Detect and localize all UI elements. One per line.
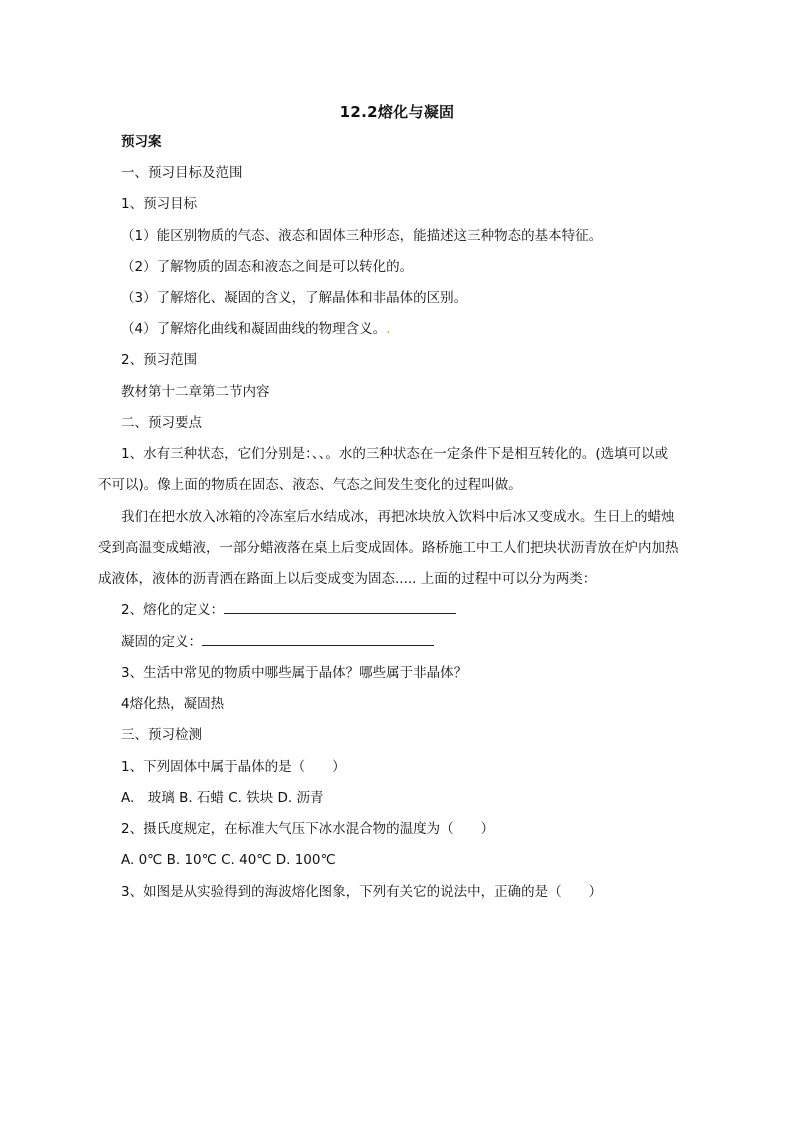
paragraph-2-line-1: 我们在把水放入冰箱的冷冻室后水结成冰，再把冰块放入饮料中后冰又变成水。生日上的蜡烛 bbox=[121, 509, 675, 525]
paragraph-2-line-2: 受到高温变成蜡液，一部分蜡液落在桌上后变成固体。路桥施工中工人们把块状沥青放在炉内加热 bbox=[98, 540, 679, 556]
solidification-definition-row bbox=[121, 633, 434, 651]
melting-definition-label: 2、熔化的定义： bbox=[121, 602, 225, 618]
test-question-2-options: A. 0℃ B. 10℃ C. 40℃ D. 100℃ bbox=[121, 852, 336, 868]
paragraph-2-line-3: 成液体，液体的沥青洒在路面上以后变成变为固态..... 上面的过程中可以分为两类： bbox=[98, 571, 597, 587]
paragraph-1-line-2: 不可以)。像上面的物质在固态、液态、气态之间发生变化的过程叫做。 bbox=[98, 477, 522, 493]
test-question-2: 2、摄氏度规定，在标准大气压下冰水混合物的温度为（ ） bbox=[121, 821, 495, 837]
goal-item-2: （2）了解物质的固态和液态之间是可以转化的。 bbox=[121, 259, 414, 275]
goal-item-1: （1）能区别物质的气态、液态和固体三种形态，能描述这三种物态的基本特征。 bbox=[121, 228, 603, 244]
range-text: 教材第十二章第二节内容 bbox=[121, 384, 270, 400]
solidification-definition-blank[interactable] bbox=[202, 633, 434, 646]
heading-preview-test: 三、预习检测 bbox=[121, 727, 202, 743]
solidification-definition-label: 凝固的定义： bbox=[121, 634, 202, 650]
range-subheading: 2、预习范围 bbox=[121, 352, 198, 368]
melting-definition-blank[interactable] bbox=[224, 601, 456, 614]
question-3: 3、生活中常见的物质中哪些属于晶体？哪些属于非晶体？ bbox=[121, 665, 468, 681]
goal-item-4-row bbox=[121, 320, 390, 338]
question-4: 4熔化热，凝固热 bbox=[121, 696, 225, 712]
test-question-3: 3、如图是从实验得到的海波熔化图象，下列有关它的说法中，正确的是（ ） bbox=[121, 884, 603, 900]
heading-goals-range: 一、预习目标及范围 bbox=[121, 165, 243, 181]
goal-subheading: 1、预习目标 bbox=[121, 196, 198, 212]
heading-key-points: 二、预习要点 bbox=[121, 415, 202, 431]
test-question-1: 1、下列固体中属于晶体的是（ ） bbox=[121, 759, 346, 775]
goal-item-3: （3）了解熔化、凝固的含义，了解晶体和非晶体的区别。 bbox=[121, 290, 468, 306]
melting-definition-row bbox=[121, 601, 456, 619]
page-title: 12.2熔化与凝固 bbox=[339, 103, 455, 121]
test-question-1-options: A. 玻璃 B. 石蜡 C. 铁块 D. 沥青 bbox=[121, 790, 324, 806]
paragraph-1-line-1: 1、水有三种状态，它们分别是：、、。水的三种状态在一定条件下是相互转化的。(选填可以或 bbox=[121, 446, 669, 462]
goal-item-4: （4）了解熔化曲线和凝固曲线的物理含义。 bbox=[121, 321, 387, 337]
goal-item-4-mark: . bbox=[386, 321, 391, 337]
section-preview-heading: 预习案 bbox=[121, 134, 162, 150]
